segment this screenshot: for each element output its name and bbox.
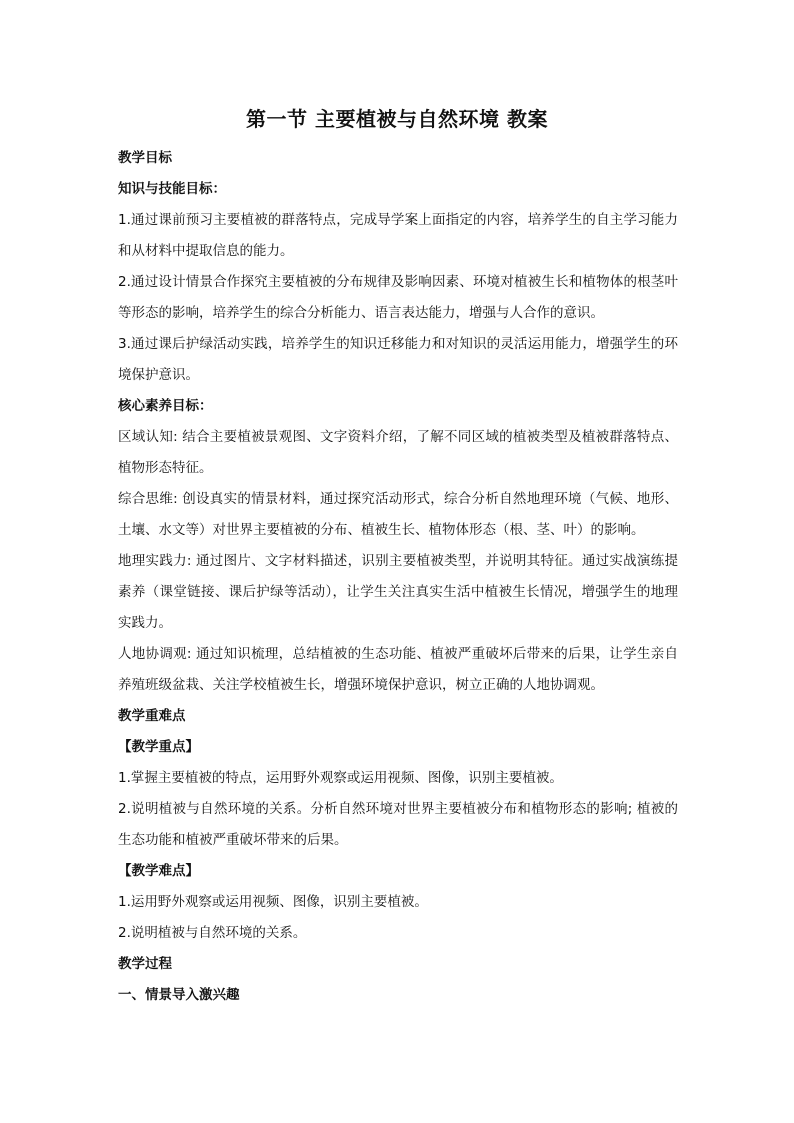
body-paragraph: 区域认知: 结合主要植被景观图、文字资料介绍，了解不同区域的植被类型及植被群落特点、植物形态特征。 — [118, 429, 678, 476]
body-paragraph: 3.通过课后护绿活动实践，培养学生的知识迁移能力和对知识的灵活运用能力，增强学生的环境保护意识。 — [118, 336, 678, 383]
body-paragraph: 地理实践力: 通过图片、文字材料描述，识别主要植被类型，并说明其特征。通过实战演练提素养（课堂链接、课后护绿等活动），让学生关注真实生活中植被生长情况，增强学生的地理实践力。 — [118, 553, 678, 631]
body-paragraph: 2.说明植被与自然环境的关系。分析自然环境对世界主要植被分布和植物形态的影响; 植被的生态功能和植被严重破坏带来的后果。 — [118, 801, 678, 848]
section-heading: 一、情景导入激兴趣 — [118, 987, 240, 1003]
section-heading: 核心素养目标： — [118, 398, 213, 414]
document-body — [118, 143, 678, 1011]
body-paragraph: 人地协调观: 通过知识梳理，总结植被的生态功能、植被严重破坏后带来的后果，让学生亲自养殖班级盆栽、关注学校植被生长，增强环境保护意识，树立正确的人地协调观。 — [118, 646, 678, 693]
body-paragraph: 1.通过课前预习主要植被的群落特点，完成导学案上面指定的内容，培养学生的自主学习能力和从材料中提取信息的能力。 — [118, 212, 678, 259]
body-paragraph: 综合思维: 创设真实的情景材料，通过探究活动形式，综合分析自然地理环境（气候、地形、土壤、水文等）对世界主要植被的分布、植被生长、植物体形态（根、茎、叶）的影响。 — [118, 491, 678, 538]
document-title: 第一节 主要植被与自然环境 教案 — [246, 107, 548, 131]
section-heading: 教学目标 — [118, 150, 172, 166]
section-heading: 知识与技能目标： — [118, 181, 226, 197]
section-heading: 教学过程 — [118, 956, 172, 972]
body-paragraph: 1.掌握主要植被的特点，运用野外观察或运用视频、图像，识别主要植被。 — [118, 770, 563, 786]
body-paragraph: 2.通过设计情景合作探究主要植被的分布规律及影响因素、环境对植被生长和植物体的根茎叶等形态的影响，培养学生的综合分析能力、语言表达能力，增强与人合作的意识。 — [118, 274, 678, 321]
body-paragraph: 2.说明植被与自然环境的关系。 — [118, 925, 307, 941]
section-heading: 【教学重点】 — [118, 739, 199, 755]
body-paragraph: 1.运用野外观察或运用视频、图像，识别主要植被。 — [118, 894, 428, 910]
section-heading: 教学重难点 — [118, 708, 186, 724]
section-heading: 【教学难点】 — [118, 863, 199, 879]
